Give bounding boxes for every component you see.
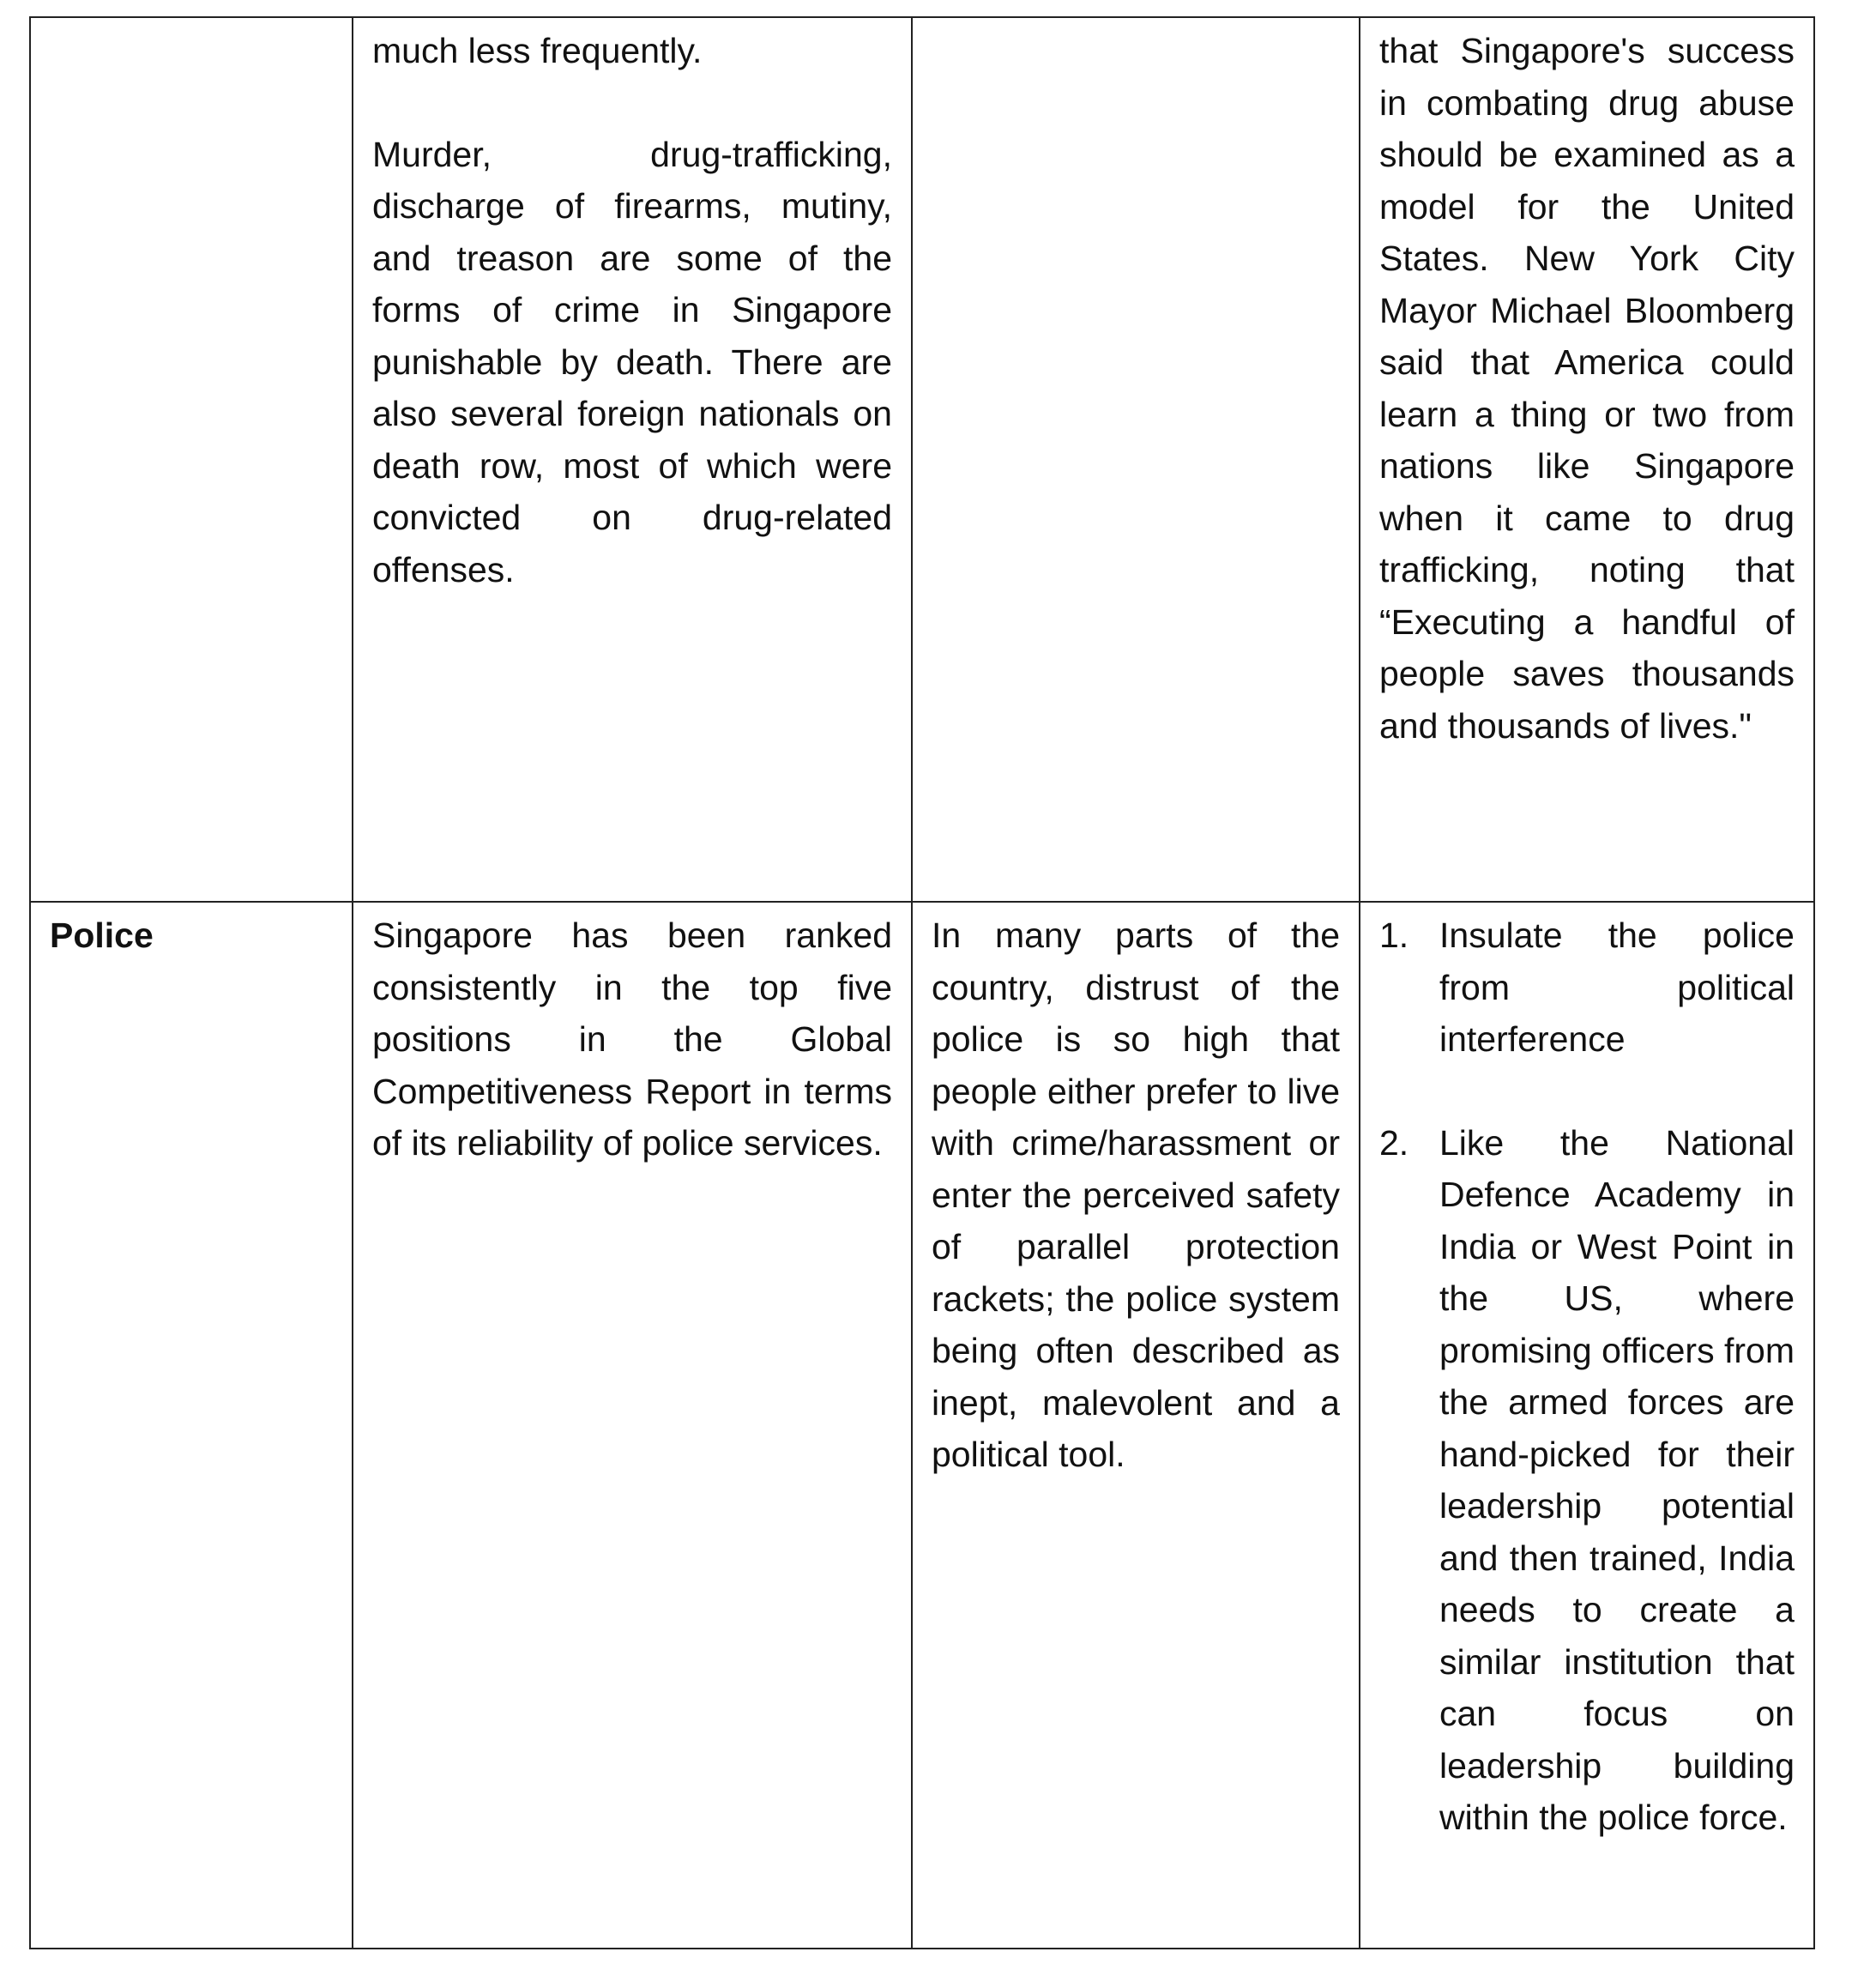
recommendation-list bbox=[1379, 909, 1795, 1844]
list-number: 2. bbox=[1379, 1122, 1409, 1163]
list-text: Like the National Defence Academy in India or West Point in the US, where promising officers from the armed forces are hand-picked for their leadership potential and then trained, India needs to create a similar institution that can focus on leadership building within the police force. bbox=[1439, 1122, 1795, 1837]
recommendation-cell bbox=[1360, 902, 1814, 1949]
category-cell bbox=[30, 902, 353, 1949]
singapore-cell-continued bbox=[353, 17, 912, 902]
singapore-cell bbox=[353, 902, 912, 1949]
table-row-police bbox=[30, 902, 1814, 1949]
category-cell-empty bbox=[30, 17, 353, 902]
india-cell-empty bbox=[912, 17, 1360, 902]
india-text: In many parts of the country, distrust of the police is so high that people either prefer to live with crime/harassment or enter the perceived safety of parallel protection rackets; the police system being often described as inept, malevolent and a political tool. bbox=[932, 915, 1340, 1474]
singapore-text: Singapore has been ranked consistently in the top five positions in the Global Competitiveness Report in terms of its reliability of police services. bbox=[372, 915, 892, 1163]
list-number: 1. bbox=[1379, 915, 1409, 955]
paragraph: that Singapore's success in combating drug abuse should be examined as a model for the United States. New York City Mayor Michael Bloomberg said that America could learn a thing or two from nations like Singapore when it came to drug trafficking, noting that “Executing a handful of people saves thousands and thousands of lives." bbox=[1379, 31, 1795, 746]
comparison-table bbox=[29, 16, 1815, 1949]
category-label: Police bbox=[50, 915, 154, 955]
table-row-continuation bbox=[30, 17, 1814, 902]
list-item bbox=[1379, 909, 1795, 1066]
india-cell bbox=[912, 902, 1360, 1949]
list-item bbox=[1379, 1117, 1795, 1844]
recommendation-cell-continued bbox=[1360, 17, 1814, 902]
paragraph: much less frequently. bbox=[372, 31, 703, 70]
list-text: Insulate the police from political interference bbox=[1439, 915, 1795, 1059]
paragraph: Murder, drug-trafficking, discharge of firearms, mutiny, and treason are some of the forms of crime in Singapore punishable by death. There are also several foreign nationals on death row, most of which were convicted on drug-related offenses. bbox=[372, 134, 892, 589]
